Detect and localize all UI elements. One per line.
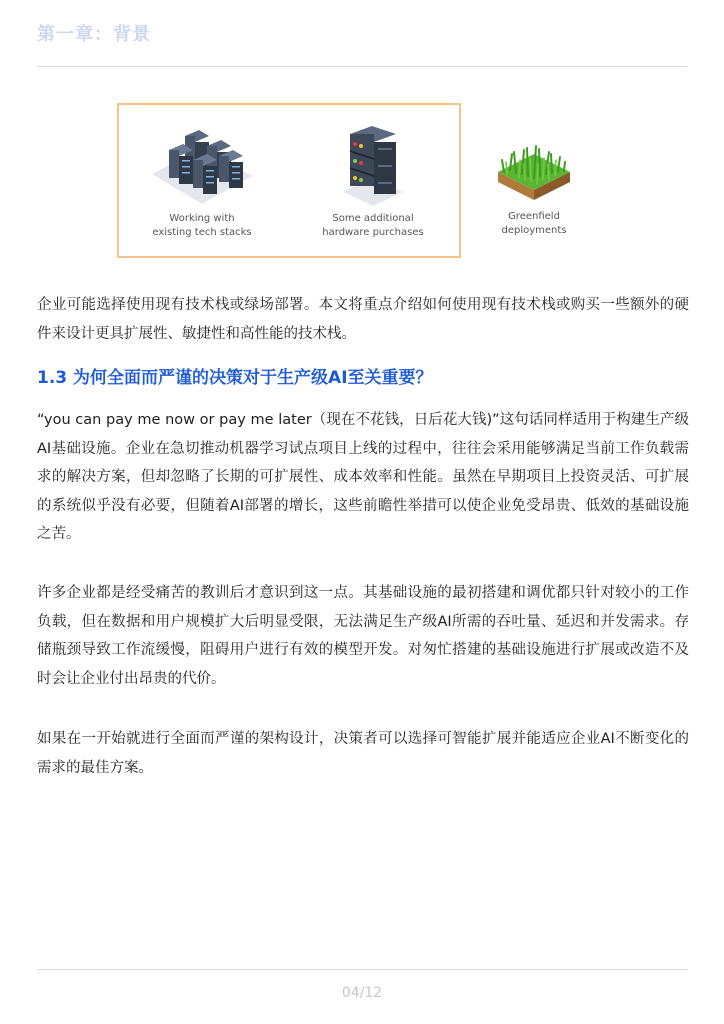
figure-item-existing-stacks [137,124,267,240]
figure-caption-existing-stacks: Working with existing tech stacks [152,213,252,238]
figure-caption-hardware-purchases: Some additional hardware purchases [322,213,424,238]
grass-field-icon [494,140,574,204]
section-heading: 1.3 为何全面而严谨的决策对于生产级AI至关重要？ [37,368,433,388]
intro-paragraph: 企业可能选择使用现有技术栈或绿场部署。本文将重点介绍如何使用现有技术栈或购买一些额外的硬件来设计更具扩展性、敏捷性和高性能的技术栈。 [37,297,689,342]
page-number: 04/12 [341,985,383,1001]
footer-divider [37,969,687,970]
body-paragraph: “you can pay me now or pay me later（现在不花钱，日后花大钱)”这句话同样适用于构建生产级AI基础设施。企业在急切推动机器学习试点项目上线的过程中，往往会采用能够满足当前工作负载需求的解决方案，但却忽略了长期的可扩展性、成本效率和性能。虽然在早期项目上投资灵活、可扩展的系统似乎没有必要，但随着AI部署的增长，这些前瞻性举措可以使企业免受昂贵、低效的基础设施之苦。 [37,412,689,542]
figure-caption-greenfield: Greenfield deployments [501,211,567,236]
server-rack-icon [338,124,408,206]
body-paragraph: 如果在一开始就进行全面而严谨的架构设计，决策者可以选择可智能扩展并能适应企业AI不断变化的需求的最佳方案。 [37,731,689,776]
chapter-title: 第一章：背景 [37,24,151,45]
figure-item-greenfield [479,140,589,238]
server-cluster-icon [147,124,257,206]
body-paragraph: 许多企业都是经受痛苦的教训后才意识到这一点。其基础设施的最初搭建和调优都只针对较小的工作负载，但在数据和用户规模扩大后明显受限，无法满足生产级AI所需的吞吐量、延迟和并发需求。存储瓶颈导致工作流缓慢，阻碍用户进行有效的模型开发。对匆忙搭建的基础设施进行扩展或改造不及时会让企业付出昂贵的代价。 [37,585,689,687]
figure-item-hardware-purchases [313,124,433,240]
header-divider [37,66,687,67]
